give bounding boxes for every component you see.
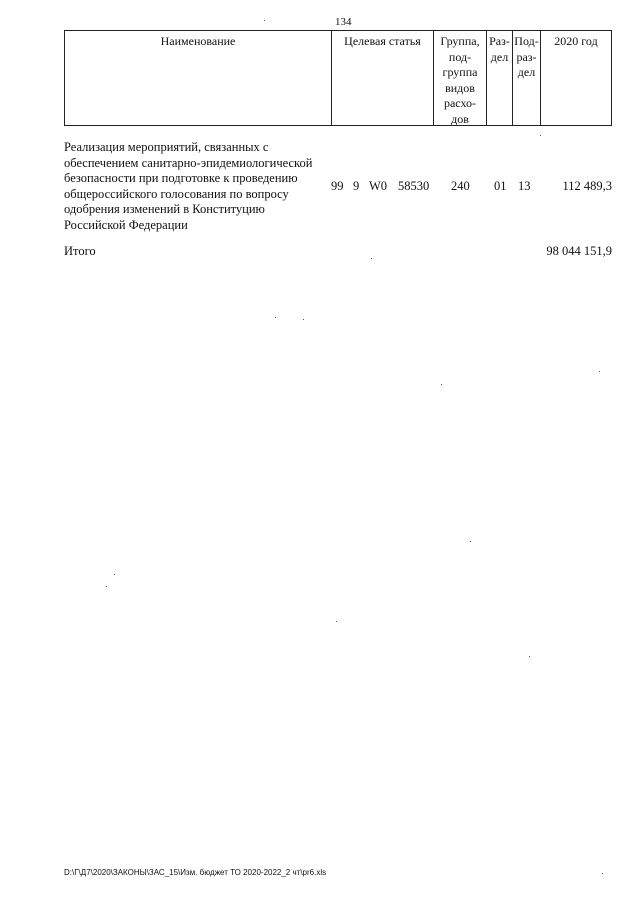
total-amount: 98 044 151,9	[546, 244, 612, 258]
target-part-direction: W0	[369, 179, 388, 193]
header-group-line: дов	[451, 111, 469, 126]
scan-speck	[275, 317, 276, 318]
scan-speck	[602, 873, 603, 874]
row-amount: 112 489,3	[562, 179, 612, 193]
scan-speck	[599, 371, 600, 372]
scan-speck	[441, 384, 442, 385]
scan-speck	[336, 621, 337, 622]
table-header	[64, 30, 612, 126]
target-part-program: 99	[331, 179, 344, 193]
header-section-line: Раз-	[489, 34, 510, 48]
header-group-line: Группа,	[440, 34, 480, 48]
header-year: 2020 год	[540, 31, 611, 125]
header-subsection	[512, 31, 540, 125]
scan-speck	[106, 586, 107, 587]
scan-speck	[529, 656, 530, 657]
scan-speck	[540, 135, 541, 136]
header-target-article: Целевая статья	[331, 31, 433, 125]
scan-speck	[470, 541, 471, 542]
scan-speck	[371, 258, 372, 259]
scan-speck	[303, 319, 304, 320]
target-part-code: 58530	[398, 179, 430, 193]
row-group: 240	[451, 179, 470, 193]
header-group-line: под-	[448, 49, 472, 64]
file-path-footer: D:\Г\Д7\2020\ЗАКОНЫ\ЗАС_15\Изм. бюджет ТО 2020-2022_2 чт\pr6.xls	[64, 868, 327, 877]
header-section-line: дел	[490, 49, 509, 64]
header-subsection-line: раз-	[516, 49, 537, 64]
row-name: Реализация мероприятий, связанных с обеспечением санитарно-эпидемиологической безопасности при подготовке к проведению общероссийского голосования по вопросу одобрения изменений в Конституцию Российской Федерации	[64, 140, 313, 232]
row-subsection: 13	[518, 179, 531, 193]
scan-speck	[264, 20, 265, 21]
header-expense-group	[433, 31, 486, 125]
header-group-line: группа	[442, 65, 478, 79]
row-section: 01	[494, 179, 507, 193]
header-subsection-line: дел	[517, 65, 536, 79]
header-name: Наименование	[160, 34, 236, 48]
header-section	[486, 31, 512, 125]
target-part-subprogram: 9	[353, 179, 360, 193]
header-group-line: расхо-	[443, 96, 477, 110]
total-label: Итого	[64, 244, 96, 258]
header-subsection-line: Под-	[514, 34, 539, 48]
page-number: 134	[335, 16, 352, 28]
header-group-line: видов	[445, 80, 475, 95]
scan-speck	[114, 574, 115, 575]
